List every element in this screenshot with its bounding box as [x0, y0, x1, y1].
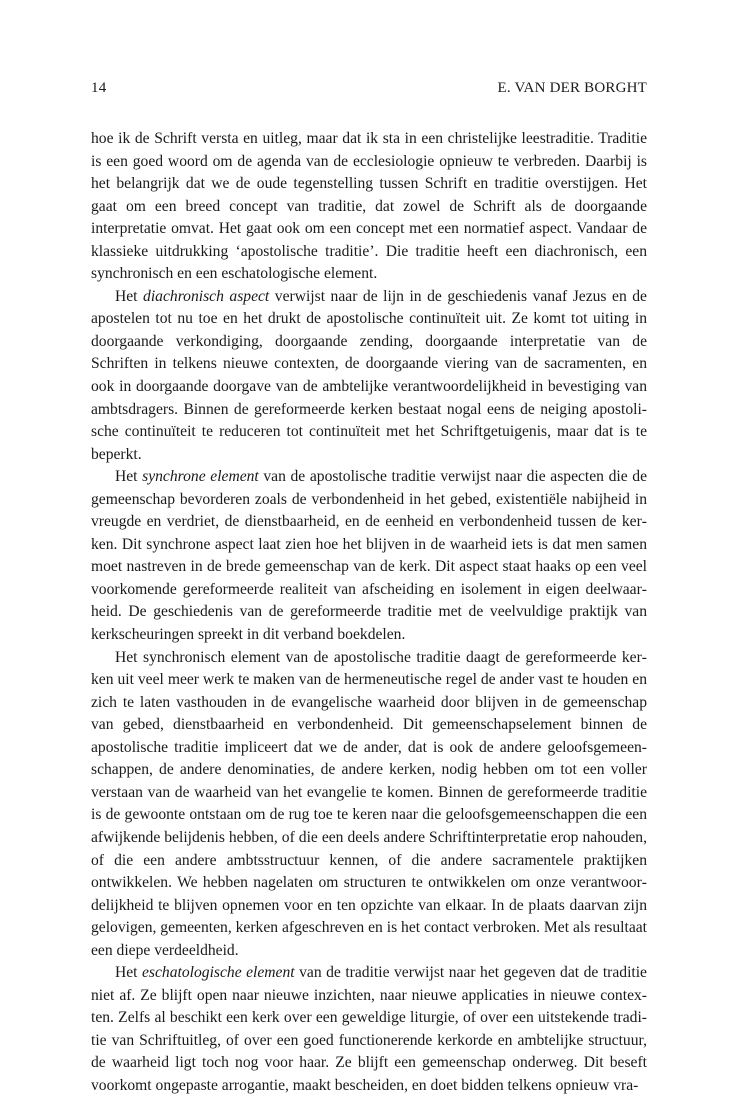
paragraph-3: [91, 466, 647, 646]
paragraph-rest: verwijst naar de lijn in de geschiedenis vanaf Jezus en de apostelen tot nu toe en het drukt de apostolische continuïteit uit. Ze komt tot uiting in doorgaande verkondiging, doorgaande zending, doorgaande interpretatie van de Schriften in telkens nieuwe contexten, de doorgaande viering van de sacramenten, en ook in doorgaande doorgave van de ambtelijke verantwoordelijkheid in bevestiging van ambtsdragers. Binnen de gereformeerde kerken bestaat nogal eens de neiging apostolische continuïteit te reduceren tot continuïteit met het Schriftgetuigenis, maar dat is te beperkt.: [91, 287, 647, 463]
italic-term: eschatologische element: [142, 964, 295, 982]
paragraph-lead: Het: [115, 964, 143, 982]
paragraph-1: hoe ik de Schrift versta en uitleg, maar dat ik sta in een christelijke leestraditie. Traditie is een goed woord om de agenda van de ecclesiologie opnieuw te verbreden. Daarbij is het belangrijk dat we de oude tegenstelling tussen Schrift en traditie overstijgen. Het gaat om een breed concept van traditie, dat zowel de Schrift als de doorgaande interpretatie omvat. Het gaat ook om een concept met een normatief aspect. Vandaar de klassieke uitdrukking ‘apostolische traditie’. Die traditie heeft een diachronisch, een synchronisch en een eschatologische element.: [91, 130, 647, 283]
body-text: [91, 128, 647, 1098]
running-head: [91, 78, 647, 98]
page-number: 14: [91, 80, 107, 96]
italic-term: diachronisch aspect: [143, 287, 270, 305]
paragraph-rest: van de traditie verwijst naar het gegeven dat de traditie niet af. Ze blijft open naar nieuwe inzichten, naar nieuwe applicaties in nieuwe contexten. Zelfs al beschikt een kerk over een geweldige liturgie, of over een uitstekende traditie van Schriftuitleg, of over een goed functionerende kerkorde en ambtelijke structuur, de waarheid ligt toch nog voor haar. Ze blijft een gemeenschap onderweg. Dit beseft voorkomt ongepaste arrogantie, maakt bescheiden, en doet bidden telkens opnieuw vra-: [91, 964, 647, 1094]
paragraph-4: Het synchronisch element van de apostolische traditie daagt de gereformeerde kerken uit veel meer werk te maken van de hermeneutische regel de ander vast te houden en zich te laten vasthouden in de evangelische waarheid door blijven in de gemeenschap van gebed, dienstbaarheid en verbondenheid. Dit gemeenschapselement binnen de apostolische traditie impliceert dat we de ander, dat is ook de andere geloofsgemeenschappen, de andere denominaties, de andere kerken, nodig hebben om tot een voller verstaan van de waarheid van het evangelie te komen. Binnen de gereformeerde traditie is de gewoonte ontstaan om de rug toe te keren naar die geloofsgemeenschappen die een afwijkende belijdenis hebben, of die een deels andere Schriftinterpretatie erop nahouden, of die een andere ambtsstructuur kennen, of die andere sacramentele praktijken ontwikkelen. We hebben nagelaten om structuren te ontwikkelen om onze verantwoordelijkheid te blijven opnemen voor en ten opzichte van elkaar. In de plaats daarvan zijn gelovigen, gemeenten, kerken afgeschreven en is het contact verbroken. Met als resultaat een diepe verdeeldheid.: [91, 648, 647, 959]
paragraph-lead: Het: [115, 468, 143, 486]
paragraph-lead: Het: [115, 287, 144, 305]
italic-term: synchrone element: [142, 468, 259, 486]
running-title: E. VAN DER BORGHT: [497, 80, 647, 96]
paragraph-5: [91, 962, 647, 1097]
book-page: [91, 78, 647, 1098]
paragraph-rest: van de apostolische traditie verwijst naar die aspecten die de gemeenschap bevorderen zoals de verbondenheid in het gebed, existentiële nabijheid in vreugde en verdriet, de dienstbaarheid, en de eenheid en verbondenheid tussen de kerken. Dit synchrone aspect laat zien hoe het blijven in de waarheid iets is dat men samen moet nastreven in de brede gemeenschap van de kerk. Dit aspect staat haaks op een veel voorkomende gereformeerde realiteit van afscheiding en isolement in eigen deelwaarheid. De geschiedenis van de gereformeerde traditie met de veelvuldige praktijk van kerkscheuringen spreekt in dit verband boekdelen.: [91, 468, 647, 644]
paragraph-2: [91, 286, 647, 466]
